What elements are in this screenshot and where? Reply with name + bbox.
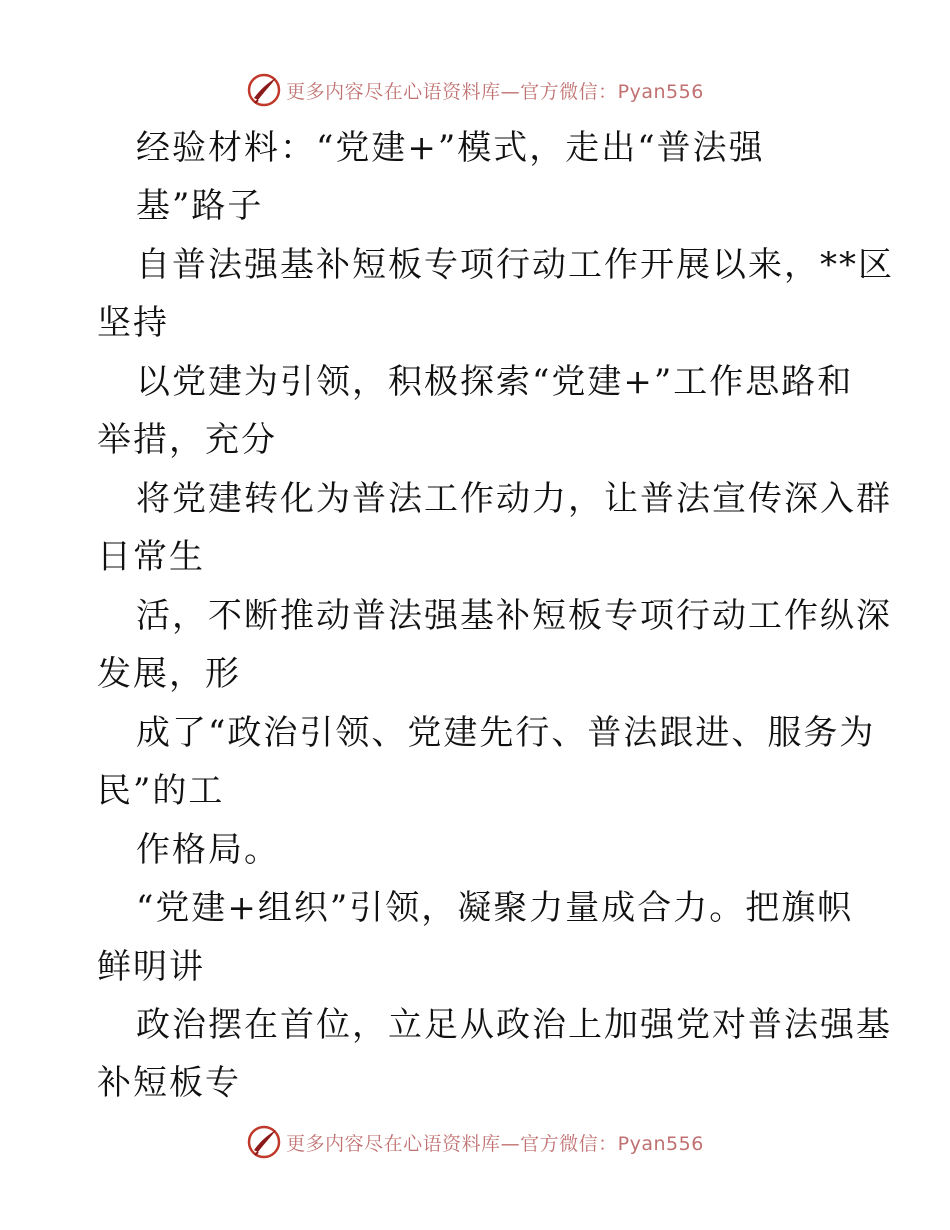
watermark-text: 更多内容尽在心语资料库—官方微信：Pyan556	[286, 1132, 704, 1155]
paragraph-line: 民”的工	[97, 771, 225, 811]
watermark-footer	[0, 1124, 950, 1160]
paragraph-line: 坚持	[97, 303, 169, 343]
paragraph-line: “党建+组织”引领，凝聚力量成合力。把旗帜	[136, 888, 854, 928]
watermark-header	[0, 72, 950, 108]
paragraph-line: 日常生	[97, 537, 205, 577]
paragraph-line: 将党建转化为普法工作动力，让普法宣传深入群	[136, 479, 892, 519]
title-line-1: 经验材料：“党建+”模式，走出“普法强	[136, 128, 765, 168]
paragraph-line: 鲜明讲	[97, 947, 205, 987]
paragraph-line: 发展，形	[97, 654, 241, 694]
paragraph-line: 举措，充分	[97, 420, 277, 460]
watermark-text: 更多内容尽在心语资料库—官方微信：Pyan556	[286, 80, 704, 103]
paragraph-line: 政治摆在首位，立足从政治上加强党对普法强基	[136, 1005, 892, 1045]
quill-logo-icon	[246, 1124, 282, 1160]
paragraph-line: 成了“政治引领、党建先行、普法跟进、服务为	[136, 713, 876, 753]
quill-logo-icon	[246, 72, 282, 108]
paragraph-line: 自普法强基补短板专项行动工作开展以来，**区	[136, 245, 894, 285]
title-line-2: 基”路子	[136, 186, 264, 226]
paragraph-line: 以党建为引领，积极探索“党建+”工作思路和	[136, 362, 854, 402]
paragraph-line: 活，不断推动普法强基补短板专项行动工作纵深	[136, 596, 892, 636]
paragraph-line: 作格局。	[136, 830, 280, 870]
paragraph-line: 补短板专	[97, 1063, 241, 1103]
